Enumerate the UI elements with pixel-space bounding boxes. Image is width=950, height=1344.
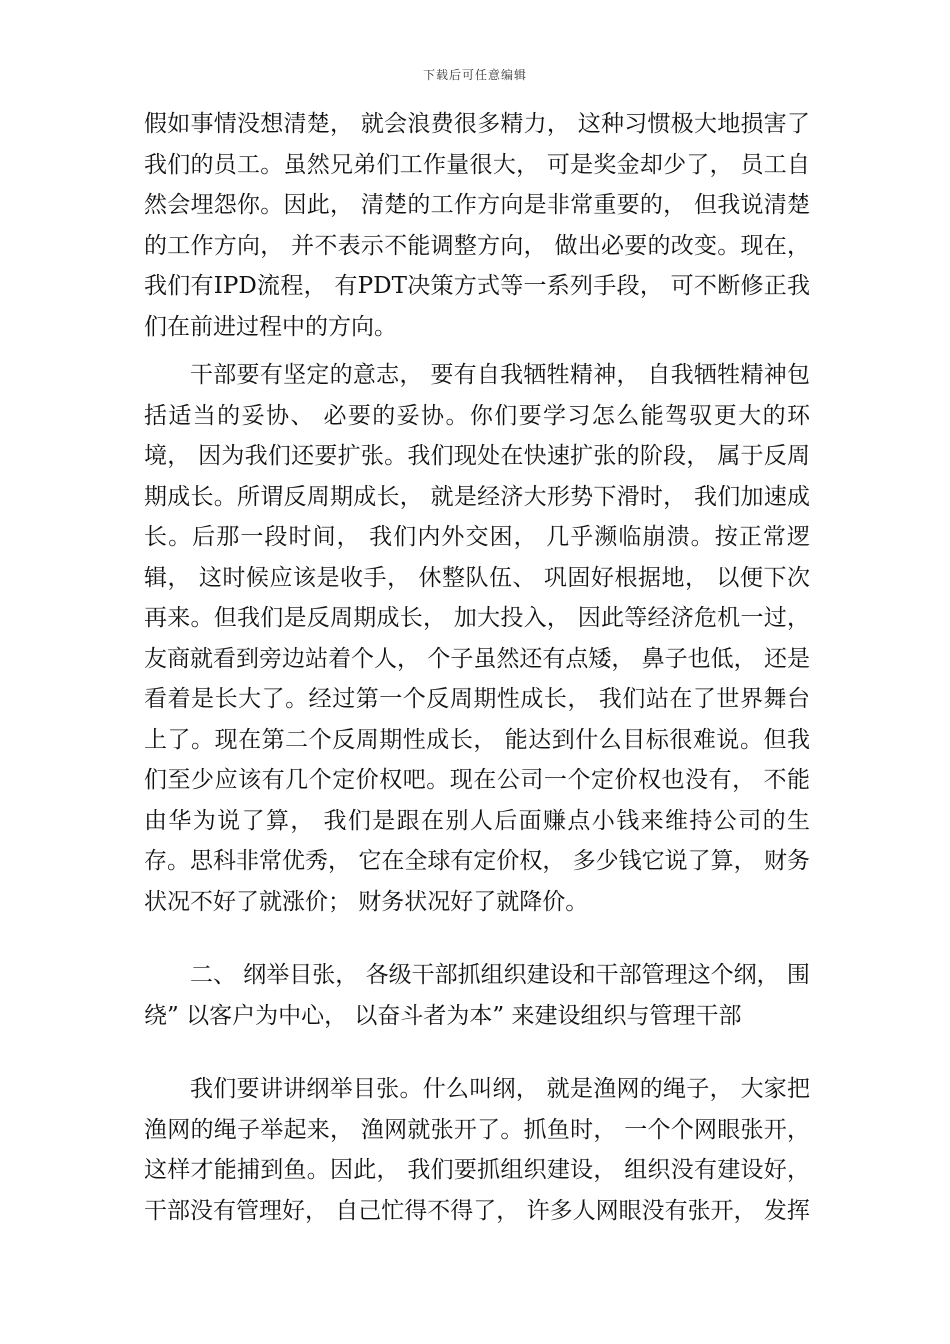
section-spacer xyxy=(144,1036,810,1069)
paragraph-3: 我们要讲讲纲举目张。什么叫纲， 就是渔网的绳子， 大家把渔网的绳子举起来， 渔网就张开了。抓鱼时， 一个个网眼张开，这样才能捕到鱼。因此， 我们要抓组织建设， 组织没有建设好，干部没有管理好， 自己忙得不得了， 许多人网眼没有张开， 发挥 xyxy=(144,1076,810,1224)
paragraph-spacer xyxy=(144,347,810,355)
paragraph-2: 干部要有坚定的意志， 要有自我牺牲精神， 自我牺牲精神包括适当的妥协、 必要的妥协。你们要学习怎么能驾驭更大的环境， 因为我们还要扩张。我们现处在快速扩张的阶段， 属于反周期成长。所谓反周期成长， 就是经济大形势下滑时， 我们加速成长。后那一段时间， 我们内外交困， 几乎濒临崩溃。按正常逻辑， 这时候应该是收手， 休整队伍、 巩固好根据地， 以便下次再来。但我们是反周期成长， 加大投入， 因此等经济危机一过， 友商就看到旁边站着个人， 个子虽然还有点矮， 鼻子也低， 还是看着是长大了。经过第一个反周期性成长， 我们站在了世界舞台上了。现在第二个反周期性成长， 能达到什么目标很难说。但我们至少应该有几个定价权吧。现在公司一个定价权也没有， 不能由华为说了算， 我们是跟在别人后面赚点小钱来维持公司的生存。思科非常优秀， 它在全球有定价权， 多少钱它说了算， 财务状况不好了就涨价； 财务状况好了就降价。 xyxy=(144,362,810,915)
section-spacer xyxy=(144,922,810,955)
header-note: 下载后可任意编辑 xyxy=(422,68,527,82)
paragraph-1: 假如事情没想清楚， 就会浪费很多精力， 这种习惯极大地损害了我们的员工。虽然兄弟们工作量很大， 可是奖金却少了， 员工自然会埋怨你。因此， 清楚的工作方向是非常重要的， 但我说清楚的工作方向， 并不表示不能调整方向， 做出必要的改变。现在，我们有IPD流程， 有PDT决策方式等一系列手段， 可不断修正我们在前进过程中的方向。 xyxy=(144,111,810,340)
document-body xyxy=(144,104,810,1231)
section-heading: 二、 纲举目张， 各级干部抓组织建设和干部管理这个纲， 围绕” 以客户为中心， 以奋斗者为本” 来建设组织与管理干部 xyxy=(144,962,810,1029)
